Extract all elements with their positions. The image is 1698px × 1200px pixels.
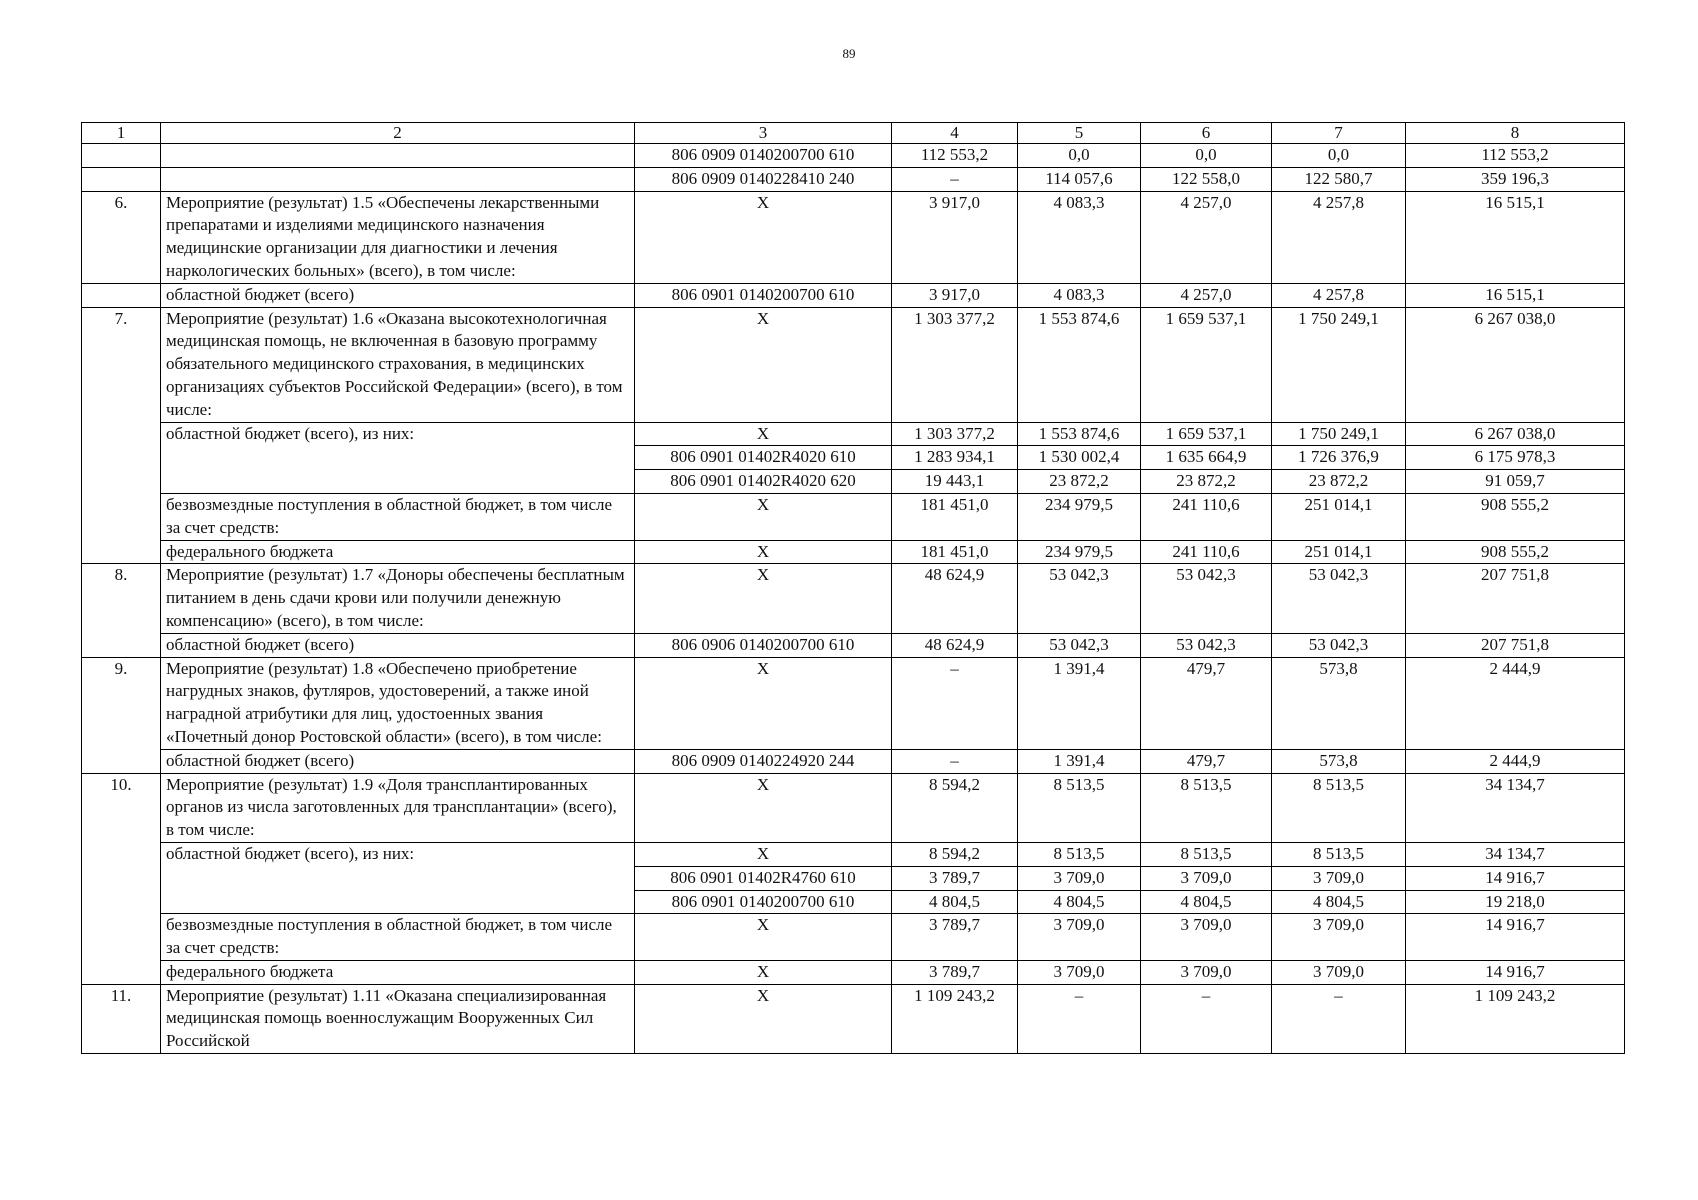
budget-code-cell: X <box>635 914 892 961</box>
budget-code-cell: X <box>635 422 892 446</box>
value-cell: 3 789,7 <box>892 914 1018 961</box>
header-cell: 2 <box>161 123 635 144</box>
value-cell: 122 580,7 <box>1272 167 1406 191</box>
value-cell: 3 917,0 <box>892 283 1018 307</box>
description-cell: Мероприятие (результат) 1.5 «Обеспечены лекарственными препаратами и изделиями медицинского назначения медицинские организации для диагностики и лечения наркологических больных» (всего), в том числе: <box>161 191 635 283</box>
value-cell: 19 443,1 <box>892 470 1018 494</box>
total-cell: 207 751,8 <box>1406 633 1625 657</box>
value-cell: 53 042,3 <box>1272 633 1406 657</box>
value-cell: 1 391,4 <box>1018 657 1141 749</box>
table-row <box>82 144 1625 168</box>
row-number-cell <box>82 167 161 191</box>
table-row <box>82 633 1625 657</box>
table-row <box>82 564 1625 633</box>
value-cell: 1 283 934,1 <box>892 446 1018 470</box>
value-cell: 4 804,5 <box>1018 890 1141 914</box>
value-cell: 1 750 249,1 <box>1272 422 1406 446</box>
value-cell: 573,8 <box>1272 657 1406 749</box>
value-cell: 4 083,3 <box>1018 191 1141 283</box>
value-cell: 4 083,3 <box>1018 283 1141 307</box>
value-cell: 4 804,5 <box>1141 890 1272 914</box>
value-cell: 23 872,2 <box>1141 470 1272 494</box>
budget-code-cell: X <box>635 564 892 633</box>
table-row <box>82 422 1625 446</box>
description-cell: областной бюджет (всего) <box>161 749 635 773</box>
value-cell: 181 451,0 <box>892 493 1018 540</box>
header-row <box>82 123 1625 144</box>
row-number-cell <box>82 283 161 307</box>
budget-code-cell: X <box>635 493 892 540</box>
value-cell: 53 042,3 <box>1018 633 1141 657</box>
value-cell: 3 709,0 <box>1141 914 1272 961</box>
value-cell: 53 042,3 <box>1141 633 1272 657</box>
table-row <box>82 773 1625 842</box>
value-cell: 3 917,0 <box>892 191 1018 283</box>
value-cell: 48 624,9 <box>892 633 1018 657</box>
value-cell: – <box>892 167 1018 191</box>
value-cell: 1 530 002,4 <box>1018 446 1141 470</box>
value-cell: 4 257,8 <box>1272 283 1406 307</box>
header-cell: 1 <box>82 123 161 144</box>
value-cell: 3 709,0 <box>1272 914 1406 961</box>
description-cell: федерального бюджета <box>161 540 635 564</box>
table-row <box>82 167 1625 191</box>
description-cell: Мероприятие (результат) 1.7 «Доноры обеспечены бесплатным питанием в день сдачи крови или получили денежную компенсацию» (всего), в том числе: <box>161 564 635 633</box>
value-cell: 23 872,2 <box>1272 470 1406 494</box>
value-cell: 234 979,5 <box>1018 540 1141 564</box>
budget-code-cell: X <box>635 307 892 422</box>
budget-code-cell: X <box>635 960 892 984</box>
budget-code-cell: 806 0906 0140200700 610 <box>635 633 892 657</box>
table-row <box>82 540 1625 564</box>
header-cell: 8 <box>1406 123 1625 144</box>
budget-code-cell: 806 0901 01402R4020 610 <box>635 446 892 470</box>
budget-code-cell: X <box>635 540 892 564</box>
description-cell: Мероприятие (результат) 1.9 «Доля трансплантированных органов из числа заготовленных для трансплантации» (всего), в том числе: <box>161 773 635 842</box>
budget-code-cell: 806 0909 0140224920 244 <box>635 749 892 773</box>
row-number-cell: 11. <box>82 984 161 1053</box>
value-cell: 53 042,3 <box>1018 564 1141 633</box>
value-cell: 1 553 874,6 <box>1018 307 1141 422</box>
table-row <box>82 749 1625 773</box>
total-cell: 908 555,2 <box>1406 493 1625 540</box>
total-cell: 19 218,0 <box>1406 890 1625 914</box>
row-number-cell: 8. <box>82 564 161 657</box>
value-cell: 573,8 <box>1272 749 1406 773</box>
header-cell: 6 <box>1141 123 1272 144</box>
total-cell: 207 751,8 <box>1406 564 1625 633</box>
value-cell: 3 709,0 <box>1141 960 1272 984</box>
total-cell: 34 134,7 <box>1406 842 1625 866</box>
total-cell: 6 175 978,3 <box>1406 446 1625 470</box>
value-cell: 8 513,5 <box>1272 842 1406 866</box>
total-cell: 112 553,2 <box>1406 144 1625 168</box>
value-cell: – <box>892 749 1018 773</box>
budget-code-cell: X <box>635 191 892 283</box>
value-cell: 4 804,5 <box>892 890 1018 914</box>
value-cell: 1 750 249,1 <box>1272 307 1406 422</box>
table-row <box>82 657 1625 749</box>
value-cell: 1 659 537,1 <box>1141 307 1272 422</box>
budget-code-cell: X <box>635 984 892 1053</box>
value-cell: 1 553 874,6 <box>1018 422 1141 446</box>
description-cell: федерального бюджета <box>161 960 635 984</box>
description-cell: областной бюджет (всего) <box>161 633 635 657</box>
value-cell: 3 789,7 <box>892 866 1018 890</box>
value-cell: 8 513,5 <box>1018 842 1141 866</box>
value-cell: 241 110,6 <box>1141 540 1272 564</box>
value-cell: 8 513,5 <box>1141 842 1272 866</box>
value-cell: 112 553,2 <box>892 144 1018 168</box>
value-cell: 4 257,0 <box>1141 283 1272 307</box>
value-cell: 1 303 377,2 <box>892 422 1018 446</box>
description-cell <box>161 144 635 168</box>
value-cell: 8 594,2 <box>892 773 1018 842</box>
row-number-cell <box>82 144 161 168</box>
total-cell: 16 515,1 <box>1406 191 1625 283</box>
value-cell: 23 872,2 <box>1018 470 1141 494</box>
description-cell: безвозмездные поступления в областной бюджет, в том числе за счет средств: <box>161 493 635 540</box>
budget-code-cell: X <box>635 773 892 842</box>
value-cell: 479,7 <box>1141 657 1272 749</box>
value-cell: 251 014,1 <box>1272 540 1406 564</box>
value-cell: – <box>1272 984 1406 1053</box>
description-cell: областной бюджет (всего), из них: <box>161 842 635 913</box>
value-cell: 1 726 376,9 <box>1272 446 1406 470</box>
value-cell: 3 709,0 <box>1018 960 1141 984</box>
total-cell: 91 059,7 <box>1406 470 1625 494</box>
description-cell: областной бюджет (всего) <box>161 283 635 307</box>
header-cell: 7 <box>1272 123 1406 144</box>
value-cell: 3 709,0 <box>1272 960 1406 984</box>
value-cell: 4 257,0 <box>1141 191 1272 283</box>
budget-code-cell: 806 0901 0140200700 610 <box>635 283 892 307</box>
value-cell: 0,0 <box>1141 144 1272 168</box>
description-cell: Мероприятие (результат) 1.6 «Оказана высокотехнологичная медицинская помощь, не включенная в базовую программу обязательного медицинского страхования, в медицинских организациях субъектов Российской Федерации» (всего), в том числе: <box>161 307 635 422</box>
total-cell: 2 444,9 <box>1406 657 1625 749</box>
value-cell: 3 709,0 <box>1018 866 1141 890</box>
description-cell: Мероприятие (результат) 1.11 «Оказана специализированная медицинская помощь военнослужащим Вооруженных Сил Российской <box>161 984 635 1053</box>
row-number-cell: 10. <box>82 773 161 984</box>
value-cell: 8 513,5 <box>1018 773 1141 842</box>
value-cell: 114 057,6 <box>1018 167 1141 191</box>
description-cell: Мероприятие (результат) 1.8 «Обеспечено приобретение нагрудных знаков, футляров, удостоверений, а также иной наградной атрибутики для лиц, удостоенных звания «Почетный донор Ростовской области» (всего), в том числе: <box>161 657 635 749</box>
value-cell: 48 624,9 <box>892 564 1018 633</box>
description-cell: безвозмездные поступления в областной бюджет, в том числе за счет средств: <box>161 914 635 961</box>
budget-code-cell: 806 0909 0140228410 240 <box>635 167 892 191</box>
value-cell: 4 257,8 <box>1272 191 1406 283</box>
value-cell: 479,7 <box>1141 749 1272 773</box>
value-cell: 3 709,0 <box>1272 866 1406 890</box>
total-cell: 14 916,7 <box>1406 960 1625 984</box>
total-cell: 14 916,7 <box>1406 914 1625 961</box>
value-cell: 53 042,3 <box>1272 564 1406 633</box>
value-cell: 8 513,5 <box>1141 773 1272 842</box>
value-cell: 3 709,0 <box>1018 914 1141 961</box>
row-number-cell: 9. <box>82 657 161 773</box>
total-cell: 34 134,7 <box>1406 773 1625 842</box>
total-cell: 16 515,1 <box>1406 283 1625 307</box>
budget-code-cell: X <box>635 842 892 866</box>
header-cell: 5 <box>1018 123 1141 144</box>
value-cell: 0,0 <box>1272 144 1406 168</box>
table-row <box>82 984 1625 1053</box>
value-cell: 1 391,4 <box>1018 749 1141 773</box>
total-cell: 908 555,2 <box>1406 540 1625 564</box>
total-cell: 1 109 243,2 <box>1406 984 1625 1053</box>
value-cell: 53 042,3 <box>1141 564 1272 633</box>
value-cell: – <box>1018 984 1141 1053</box>
description-cell: областной бюджет (всего), из них: <box>161 422 635 493</box>
value-cell: 251 014,1 <box>1272 493 1406 540</box>
table-body <box>82 123 1625 1054</box>
value-cell: – <box>1141 984 1272 1053</box>
value-cell: 1 659 537,1 <box>1141 422 1272 446</box>
row-number-cell: 6. <box>82 191 161 283</box>
total-cell: 2 444,9 <box>1406 749 1625 773</box>
budget-code-cell: 806 0901 0140200700 610 <box>635 890 892 914</box>
value-cell: 181 451,0 <box>892 540 1018 564</box>
budget-code-cell: 806 0901 01402R4760 610 <box>635 866 892 890</box>
value-cell: 122 558,0 <box>1141 167 1272 191</box>
table-row <box>82 307 1625 422</box>
description-cell <box>161 167 635 191</box>
budget-code-cell: X <box>635 657 892 749</box>
total-cell: 6 267 038,0 <box>1406 422 1625 446</box>
value-cell: 3 709,0 <box>1141 866 1272 890</box>
budget-code-cell: 806 0901 01402R4020 620 <box>635 470 892 494</box>
budget-table <box>81 122 1625 1054</box>
value-cell: 1 109 243,2 <box>892 984 1018 1053</box>
total-cell: 14 916,7 <box>1406 866 1625 890</box>
value-cell: 8 594,2 <box>892 842 1018 866</box>
table-row <box>82 283 1625 307</box>
value-cell: 0,0 <box>1018 144 1141 168</box>
value-cell: 234 979,5 <box>1018 493 1141 540</box>
table-row <box>82 960 1625 984</box>
table-row <box>82 191 1625 283</box>
page-number: 89 <box>842 46 856 61</box>
total-cell: 359 196,3 <box>1406 167 1625 191</box>
value-cell: 1 303 377,2 <box>892 307 1018 422</box>
value-cell: – <box>892 657 1018 749</box>
total-cell: 6 267 038,0 <box>1406 307 1625 422</box>
value-cell: 3 789,7 <box>892 960 1018 984</box>
header-cell: 4 <box>892 123 1018 144</box>
header-cell: 3 <box>635 123 892 144</box>
row-number-cell: 7. <box>82 307 161 564</box>
value-cell: 241 110,6 <box>1141 493 1272 540</box>
budget-code-cell: 806 0909 0140200700 610 <box>635 144 892 168</box>
value-cell: 1 635 664,9 <box>1141 446 1272 470</box>
table-row <box>82 842 1625 866</box>
value-cell: 4 804,5 <box>1272 890 1406 914</box>
table-row <box>82 914 1625 961</box>
value-cell: 8 513,5 <box>1272 773 1406 842</box>
table-row <box>82 493 1625 540</box>
